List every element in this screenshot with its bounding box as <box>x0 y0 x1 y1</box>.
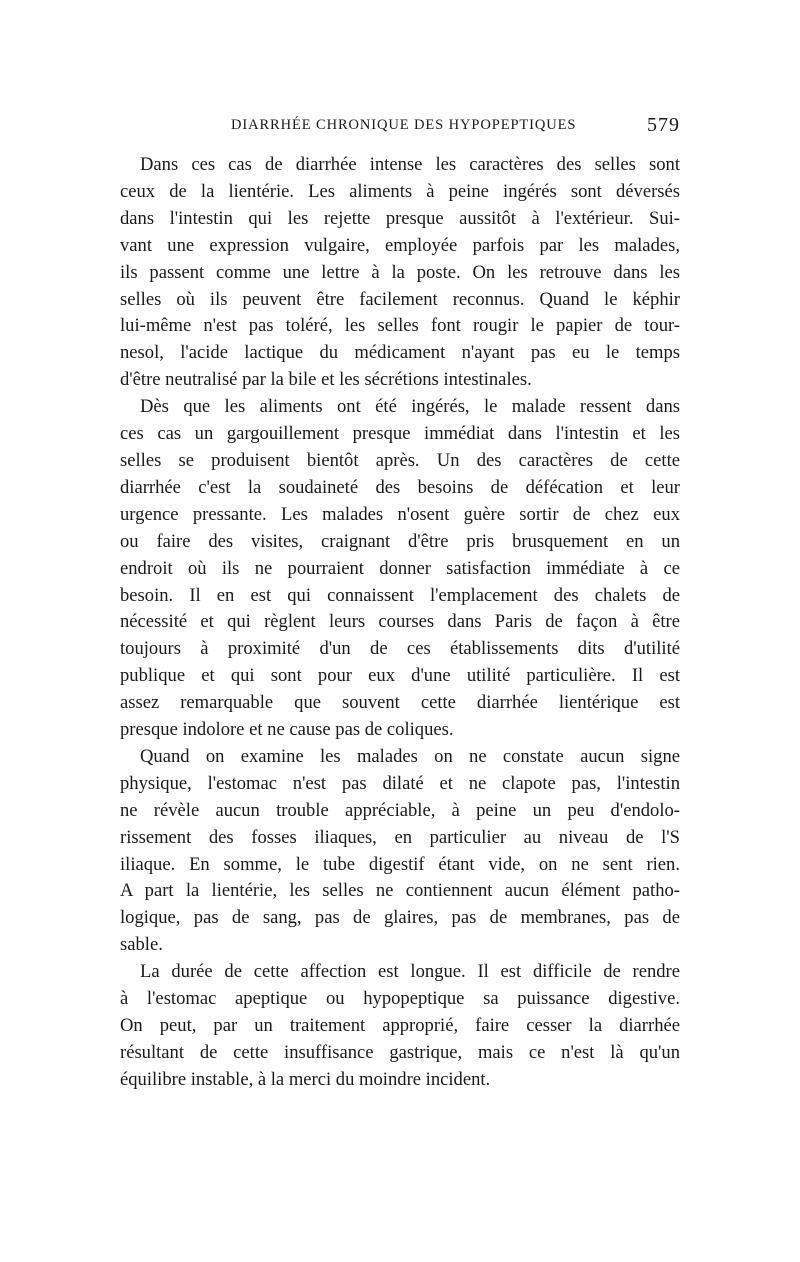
text-line: vant une expression vulgaire, employée parfois par les malades, <box>120 234 680 256</box>
text-line: Dans ces cas de diarrhée intense les caractères des selles sont <box>140 154 680 175</box>
text-line: nécessité et qui règlent leurs courses dans Paris de façon à être <box>120 611 680 633</box>
text-line: physique, l'estomac n'est pas dilaté et ne clapote pas, l'intestin <box>120 772 680 794</box>
body-text <box>120 152 680 1094</box>
paragraph <box>120 744 680 959</box>
running-title: DIARRHÉE CHRONIQUE DES HYPOPEPTIQUES <box>231 117 577 133</box>
text-line: presque indolore et ne cause pas de coliques. <box>120 719 454 741</box>
text-line: endroit où ils ne pourraient donner satisfaction immédiate à ce <box>120 557 680 579</box>
paragraph <box>120 394 680 744</box>
text-line: logique, pas de sang, pas de glaires, pas de membranes, pas de <box>120 907 680 929</box>
text-line: lui-même n'est pas toléré, les selles font rougir le papier de tour- <box>120 315 680 337</box>
text-line: équilibre instable, à la merci du moindre incident. <box>120 1068 491 1090</box>
text-line: publique et qui sont pour eux d'une utilité particulière. Il est <box>120 665 680 687</box>
text-line: rissement des fosses iliaques, en particulier au niveau de l'S <box>120 826 680 848</box>
running-head <box>231 114 680 139</box>
text-line: ceux de la lientérie. Les aliments à peine ingérés sont déversés <box>120 180 680 202</box>
text-line: Quand on examine les malades on ne constate aucun signe <box>140 745 680 767</box>
text-line: La durée de cette affection est longue. Il est difficile de rendre <box>140 961 680 983</box>
text-line: sable. <box>120 934 163 956</box>
text-line: iliaque. En somme, le tube digestif étant vide, on ne sent rien. <box>120 853 680 875</box>
text-line: d'être neutralisé par la bile et les sécrétions intestinales. <box>120 369 532 391</box>
text-line: A part la lientérie, les selles ne contiennent aucun élément patho- <box>120 880 680 902</box>
text-line: ne révèle aucun trouble appréciable, à peine un peu d'endolo- <box>120 799 680 821</box>
text-line: résultant de cette insuffisance gastrique, mais ce n'est là qu'un <box>120 1041 680 1063</box>
text-line: diarrhée c'est la soudaineté des besoins de défécation et leur <box>120 476 680 498</box>
text-line: selles où ils peuvent être facilement reconnus. Quand le képhir <box>120 288 680 310</box>
text-line: urgence pressante. Les malades n'osent guère sortir de chez eux <box>120 503 680 525</box>
text-line: dans l'intestin qui les rejette presque aussitôt à l'extérieur. Sui- <box>120 207 680 229</box>
page-number: 579 <box>647 114 680 136</box>
text-line: nesol, l'acide lactique du médicament n'ayant pas eu le temps <box>120 342 680 364</box>
text-line: Dès que les aliments ont été ingérés, le malade ressent dans <box>140 396 680 418</box>
paragraph <box>120 959 680 1094</box>
text-line: à l'estomac apeptique ou hypopeptique sa puissance digestive. <box>120 988 680 1010</box>
text-line: On peut, par un traitement approprié, faire cesser la diarrhée <box>120 1015 680 1036</box>
paragraph <box>120 152 680 394</box>
text-line: ils passent comme une lettre à la poste. On les retrouve dans les <box>120 261 680 283</box>
text-line: toujours à proximité d'un de ces établissements dits d'utilité <box>120 638 680 660</box>
text-line: ces cas un gargouillement presque immédiat dans l'intestin et les <box>120 423 680 445</box>
text-line: selles se produisent bientôt après. Un des caractères de cette <box>120 449 680 471</box>
text-line: ou faire des visites, craignant d'être pris brusquement en un <box>120 530 680 552</box>
text-line: assez remarquable que souvent cette diarrhée lientérique est <box>120 692 680 714</box>
text-line: besoin. Il en est qui connaissent l'emplacement des chalets de <box>120 584 680 606</box>
